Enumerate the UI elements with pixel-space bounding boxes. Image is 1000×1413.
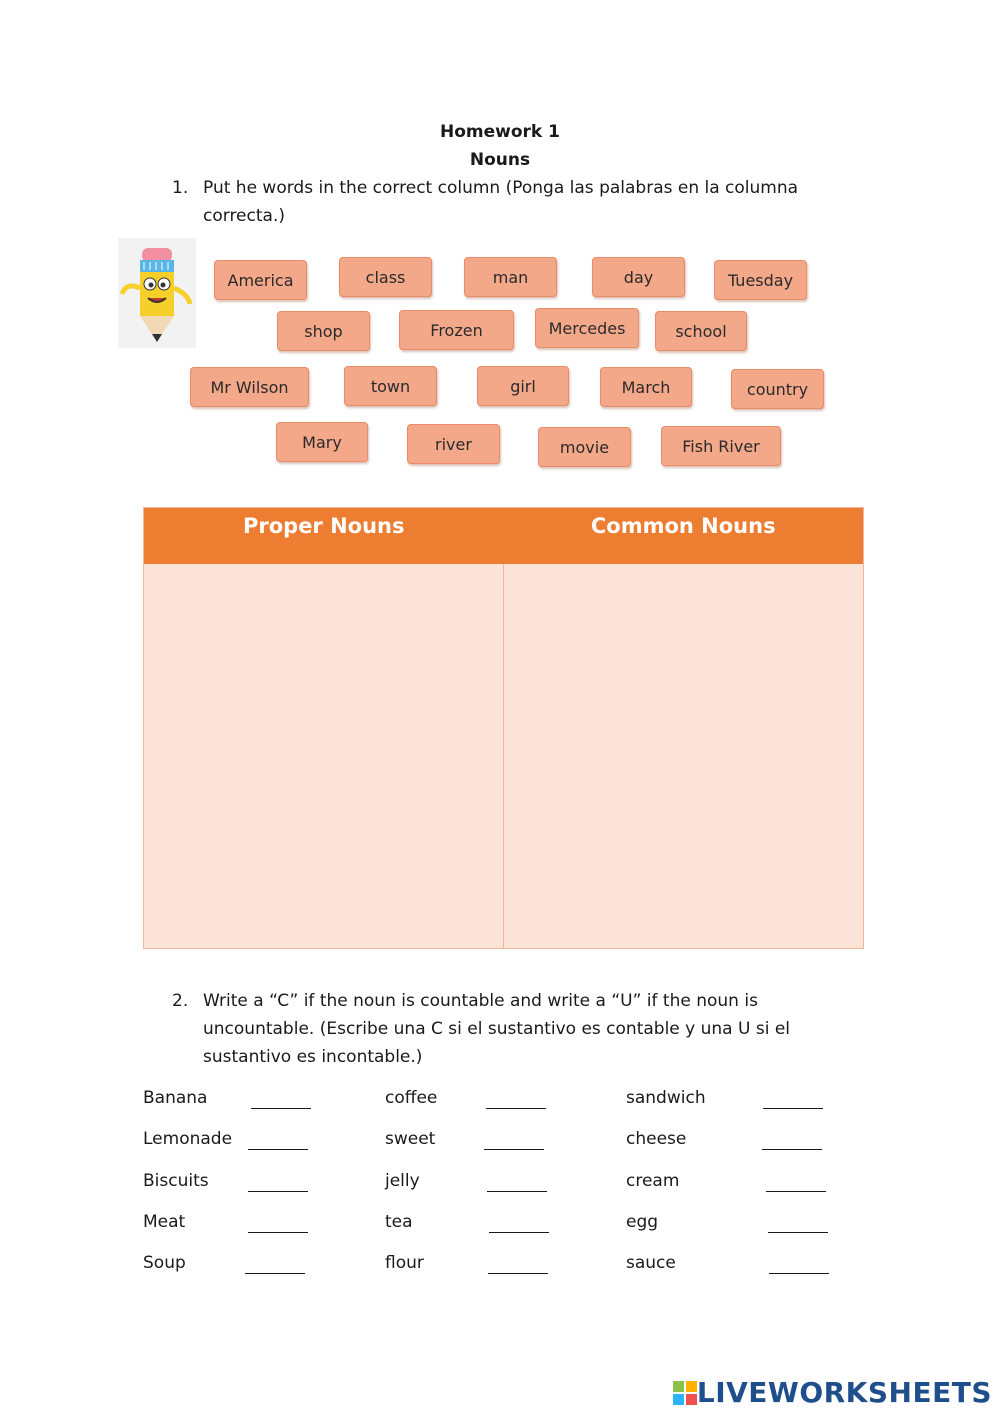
countable-answer-input[interactable]: [487, 1171, 547, 1192]
page-title: Homework 1: [440, 122, 560, 142]
word-chip[interactable]: movie: [538, 427, 631, 467]
exercise2-instruction-line3: sustantivo es incontable.): [203, 1047, 423, 1067]
pencil-mascot-image: [118, 238, 196, 348]
exercise2-instruction-line2: uncountable. (Escribe una C si el sustantivo es contable y una U si el: [203, 1019, 791, 1039]
word-chip[interactable]: day: [592, 257, 685, 297]
countable-answer-input[interactable]: [762, 1129, 822, 1150]
word-chip[interactable]: Fish River: [661, 426, 781, 466]
countable-answer-input[interactable]: [248, 1212, 308, 1233]
noun-item: Banana: [143, 1088, 208, 1108]
word-chip[interactable]: girl: [477, 366, 569, 406]
word-chip[interactable]: America: [214, 260, 307, 300]
countable-answer-input[interactable]: [488, 1253, 548, 1274]
word-chip[interactable]: Tuesday: [714, 260, 807, 300]
word-chip[interactable]: class: [339, 257, 432, 297]
noun-item: Lemonade: [143, 1129, 233, 1149]
countable-answer-input[interactable]: [768, 1212, 828, 1233]
proper-nouns-drop-zone[interactable]: [144, 564, 504, 948]
exercise1-instruction-line2: correcta.): [203, 206, 285, 226]
countable-answer-input[interactable]: [769, 1253, 829, 1274]
word-chip[interactable]: country: [731, 369, 824, 409]
noun-item: egg: [626, 1212, 659, 1232]
exercise1-number: 1.: [172, 178, 189, 198]
common-nouns-drop-zone[interactable]: [504, 564, 864, 948]
noun-item: coffee: [385, 1088, 438, 1108]
countable-answer-input[interactable]: [484, 1129, 544, 1150]
common-nouns-header: Common Nouns: [590, 514, 776, 538]
liveworksheets-logo: [673, 1376, 992, 1409]
word-chip[interactable]: Frozen: [399, 310, 514, 350]
noun-sort-table: [143, 507, 864, 949]
noun-item: Meat: [143, 1212, 186, 1232]
proper-nouns-header: Proper Nouns: [242, 514, 405, 538]
noun-item: sauce: [626, 1253, 676, 1273]
word-chip[interactable]: Mary: [276, 422, 368, 462]
countable-answer-input[interactable]: [248, 1129, 308, 1150]
exercise2-instruction-line1: Write a “C” if the noun is countable and write a “U” if the noun is: [203, 991, 758, 1011]
noun-item: flour: [385, 1253, 424, 1273]
exercise1-instruction-line1: Put he words in the correct column (Ponga las palabras en la columna: [203, 178, 799, 198]
word-chip[interactable]: March: [600, 367, 692, 407]
word-chip[interactable]: river: [407, 424, 500, 464]
word-chip[interactable]: Mercedes: [535, 308, 639, 348]
countable-answer-input[interactable]: [251, 1088, 311, 1109]
countable-answer-input[interactable]: [245, 1253, 305, 1274]
liveworksheets-logo-icon: [673, 1381, 697, 1405]
liveworksheets-brand-text: LIVEWORKSHEETS: [696, 1376, 992, 1409]
noun-item: cheese: [626, 1129, 687, 1149]
noun-item: sweet: [385, 1129, 436, 1149]
page-subtitle: Nouns: [469, 150, 531, 170]
word-chip[interactable]: shop: [277, 311, 370, 351]
noun-item: sandwich: [626, 1088, 706, 1108]
word-chip[interactable]: school: [655, 311, 747, 351]
word-chip[interactable]: man: [464, 257, 557, 297]
noun-item: Soup: [143, 1253, 186, 1273]
countable-answer-input[interactable]: [766, 1171, 826, 1192]
pencil-mascot-icon: [118, 238, 196, 348]
countable-answer-input[interactable]: [486, 1088, 546, 1109]
exercise2-number: 2.: [172, 991, 189, 1011]
countable-answer-input[interactable]: [763, 1088, 823, 1109]
noun-item: jelly: [385, 1171, 420, 1191]
table-header: [144, 508, 863, 564]
word-chip[interactable]: town: [344, 366, 437, 406]
noun-item: tea: [385, 1212, 413, 1232]
noun-item: cream: [626, 1171, 680, 1191]
countable-answer-input[interactable]: [489, 1212, 549, 1233]
noun-item: Biscuits: [143, 1171, 209, 1191]
countable-answer-input[interactable]: [248, 1171, 308, 1192]
word-chip[interactable]: Mr Wilson: [190, 367, 309, 407]
